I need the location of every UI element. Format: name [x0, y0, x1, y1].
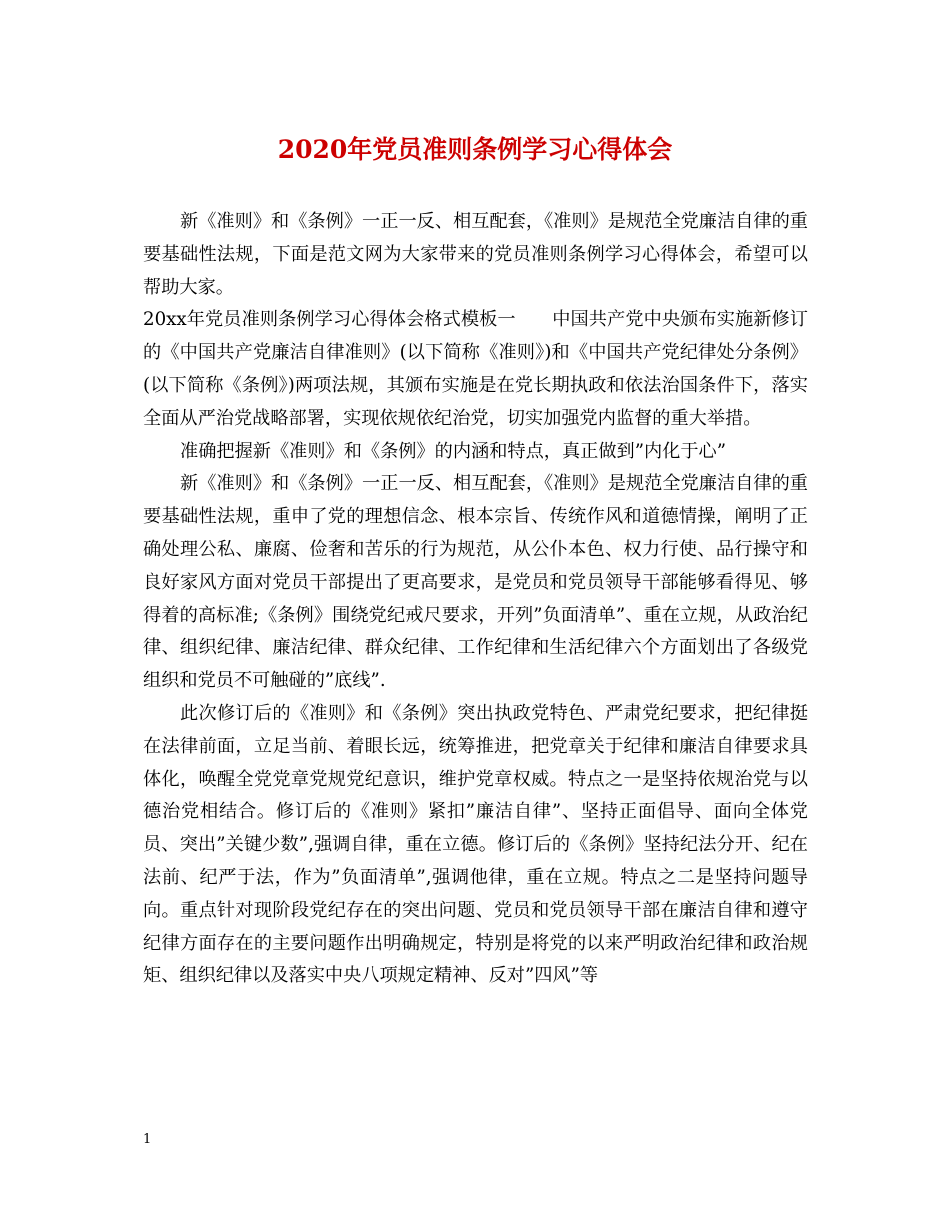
paragraph-template-heading: 20xx年党员准则条例学习心得体会格式模板一 中国共产党中央颁布实施新修订的《中国共产党廉洁自律准则》(以下简称《准则》)和《中国共产党纪律处分条例》(以下简称《条例》)两项法规，其颁布实施是在党长期执政和依法治国条件下，落实全面从严治党战略部署，实现依规依纪治党，切实加强党内监督的重大举措。	[143, 309, 808, 429]
paragraph-intro: 新《准则》和《条例》一正一反、相互配套，《准则》是规范全党廉洁自律的重要基础性法规，下面是范文网为大家带来的党员准则条例学习心得体会，希望可以帮助大家。	[143, 211, 808, 298]
document-body	[143, 206, 808, 993]
paragraph-section-heading: 准确把握新《准则》和《条例》的内涵和特点，真正做到”内化于心”	[180, 440, 727, 462]
paragraph-body-1: 新《准则》和《条例》一正一反、相互配套，《准则》是规范全党廉洁自律的重要基础性法规，重申了党的理想信念、根本宗旨、传统作风和道德情操，阐明了正确处理公私、廉腐、俭奢和苦乐的行为规范，从公仆本色、权力行使、品行操守和良好家风方面对党员干部提出了更高要求，是党员和党员领导干部能够看得见、够得着的高标准;《条例》围绕党纪戒尺要求，开列”负面清单”、重在立规，从政治纪律、组织纪律、廉洁纪律、群众纪律、工作纪律和生活纪律六个方面划出了各级党组织和党员不可触碰的”底线”.	[143, 473, 808, 692]
paragraph-body-2: 此次修订后的《准则》和《条例》突出执政党特色、严肃党纪要求，把纪律挺在法律前面，立足当前、着眼长远，统筹推进，把党章关于纪律和廉洁自律要求具体化，唤醒全党党章党规党纪意识，维护党章权威。特点之一是坚持依规治党与以德治党相结合。修订后的《准则》紧扣”廉洁自律”、坚持正面倡导、面向全体党员、突出”关键少数”,强调自律，重在立德。修订后的《条例》坚持纪法分开、纪在法前、纪严于法，作为”负面清单”,强调他律，重在立规。特点之二是坚持问题导向。重点针对现阶段党纪存在的突出问题、党员和党员领导干部在廉洁自律和遵守纪律方面存在的主要问题作出明确规定，特别是将党的以来严明政治纪律和政治规矩、组织纪律以及落实中央八项规定精神、反对”四风”等	[143, 702, 808, 987]
document-title: 2020年党员准则条例学习心得体会	[277, 135, 673, 164]
page-number: 1	[143, 1132, 152, 1147]
